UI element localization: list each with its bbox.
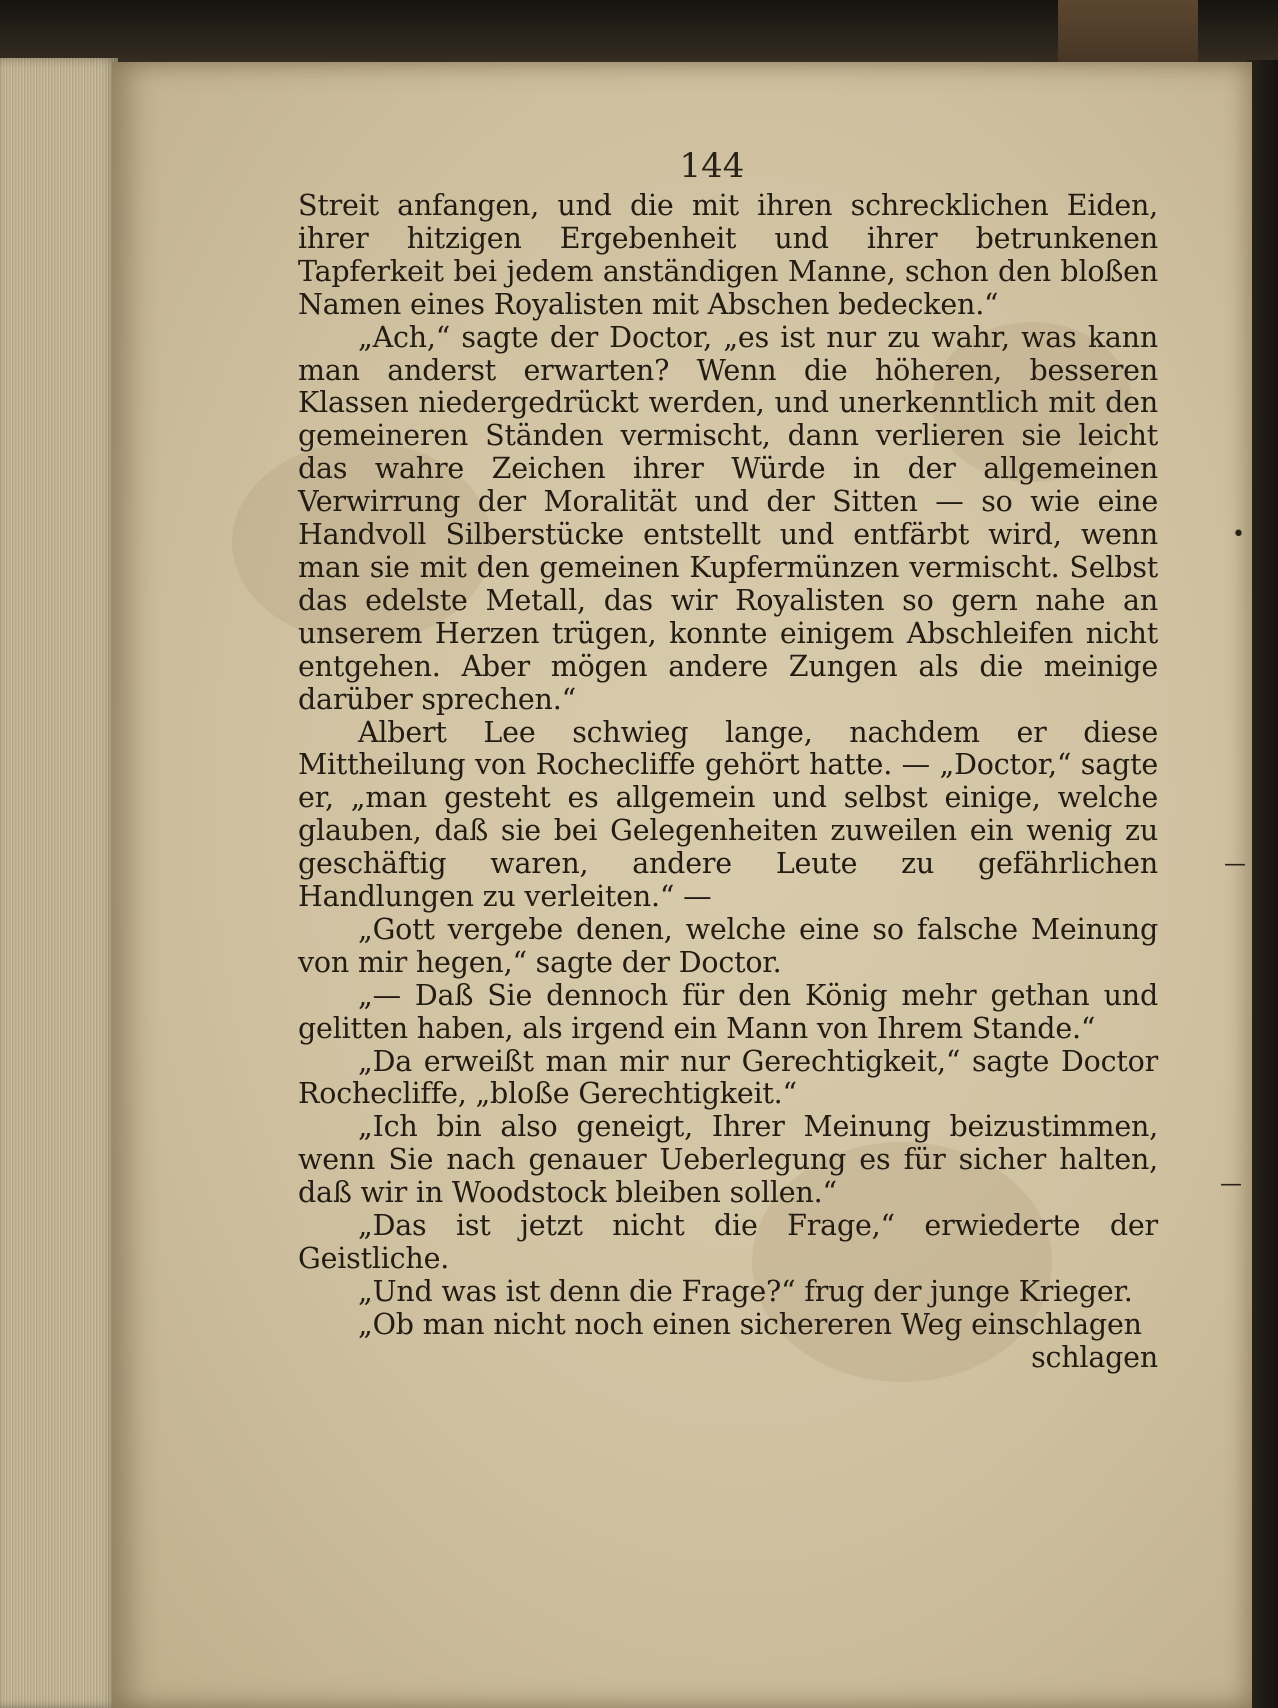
- page-number: 144: [679, 146, 745, 186]
- paragraph: „Ob man nicht noch einen sichereren Weg einschlagen: [358, 1307, 1142, 1341]
- margin-tick: —: [1224, 852, 1246, 877]
- paragraph: „Ich bin also geneigt, Ihrer Meinung beizustimmen, wenn Sie nach genauer Ueberlegung es für sicher halten, daß wir in Woodstock bleiben sollen.“: [298, 1110, 1158, 1210]
- paragraph: Albert Lee schwieg lange, nachdem er diese Mittheilung von Rochecliffe gehört hatte. — „Doctor,“ sagte er, „man gesteht es allgemein und selbst einige, welche glauben, daß sie bei Gelegenheiten zuweilen ein wenig zu geschäftig waren, andere Leute zu gefährlichen Handlungen zu verleiten.“ —: [298, 715, 1158, 914]
- paragraph: Streit anfangen, und die mit ihren schrecklichen Eiden, ihrer hitzigen Ergebenheit und ihrer betrunkenen Tapferkeit bei jedem anständigen Manne, schon den bloßen Namen eines Royalisten mit Abschen bedecken.“: [298, 189, 1158, 321]
- paragraph: „Gott vergebe denen, welche eine so falsche Meinung von mir hegen,“ sagte der Doctor.: [298, 912, 1158, 979]
- paragraph: „Und was ist denn die Frage?“ frug der junge Krieger.: [358, 1274, 1133, 1308]
- book-page: [112, 62, 1252, 1708]
- page-text: [298, 190, 1158, 1375]
- paragraph: „Das ist jetzt nicht die Frage,“ erwiederte der Geistliche.: [298, 1209, 1158, 1275]
- paragraph: „Ach,“ sagte der Doctor, „es ist nur zu wahr, was kann man anderst erwarten? Wenn die höheren, besseren Klassen niedergedrückt werden, und unerkenntlich mit den gemeineren Ständen vermischt, dann verlieren sie leicht das wahre Zeichen ihrer Würde in der allgemeinen Verwirrung der Moralität und der Sitten — so wie eine Handvoll Silberstücke entstellt und entfärbt wird, wenn man sie mit den gemeinen Kupfermünzen vermischt. Selbst das edelste Metall, das wir Royalisten so gern nahe an unserem Herzen trügen, konnte einigem Abschleifen nicht entgehen. Aber mögen andere Zungen als die meinige darüber sprechen.“: [298, 320, 1158, 716]
- paragraph: „Da erweißt man mir nur Gerechtigkeit,“ sagte Doctor Rochecliffe, „bloße Gerechtigkeit.“: [298, 1044, 1158, 1111]
- paragraph: „— Daß Sie dennoch für den König mehr gethan und gelitten haben, als irgend ein Mann von Ihrem Stande.“: [298, 978, 1158, 1045]
- margin-tick: —: [1220, 1172, 1242, 1197]
- catchword: schlagen: [1031, 1340, 1158, 1374]
- margin-tick: •: [1232, 522, 1245, 547]
- page-edges: [0, 58, 118, 1708]
